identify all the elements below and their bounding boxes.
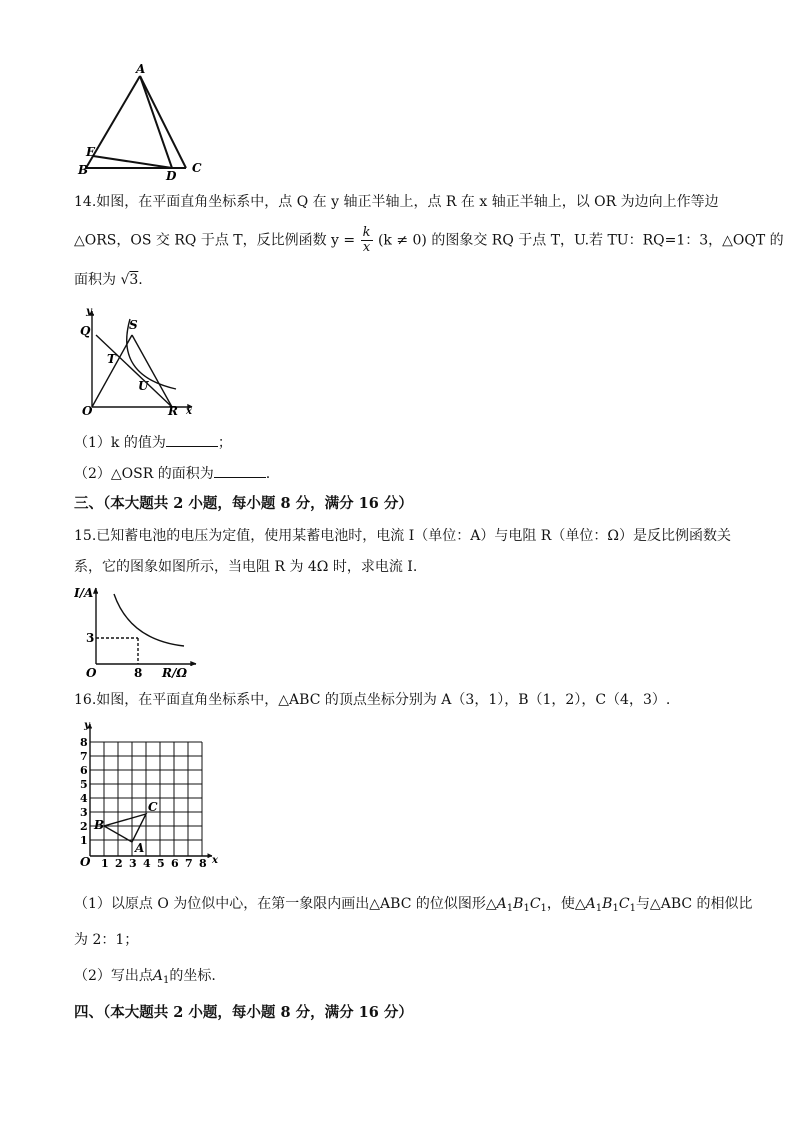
axis-y-label: y [86, 306, 92, 317]
answer-blank-2[interactable] [214, 463, 266, 478]
q14-sub1-end: ； [217, 435, 232, 451]
axis-R-label: R/Ω [162, 666, 188, 680]
q14-line1: 14.如图，在平面直角坐标系中，点 Q 在 y 轴正半轴上，点 R 在 x 轴正半轴上，以 OR 为边向上作等边 [74, 194, 719, 210]
q16-sub2-b: 的坐标. [169, 968, 216, 984]
triangle-figure-q13 [74, 62, 214, 182]
y-tick: 5 [80, 778, 88, 791]
label-U: U [138, 379, 149, 393]
tri-label: △A [485, 896, 507, 912]
inverse-proportion-graph-q15 [74, 584, 204, 680]
label-E: E [86, 145, 96, 159]
q16-sub1 [74, 894, 753, 919]
x-tick: 4 [143, 857, 151, 870]
q15-line1: 15.已知蓄电池的电压为定值，使用某蓄电池时，电流 I（单位：A）与电阻 R（单位：Ω）是反比例函数关 [74, 528, 731, 544]
q14-line2 [74, 226, 784, 255]
label-A: A [135, 841, 145, 855]
q14-sub2 [74, 463, 270, 484]
label-S: S [129, 318, 138, 332]
sqrt-value: 3 [129, 272, 139, 288]
axis-x-label: x [186, 406, 192, 417]
label-C: C [192, 161, 202, 175]
q16-sub1-b: ，使 [546, 896, 575, 912]
q16-sub2 [74, 966, 216, 991]
frac-denominator: x [362, 240, 371, 255]
label-A: A [136, 62, 146, 76]
q14-line2-a: △ORS，OS 交 RQ 于点 T，反比例函数 y = [74, 232, 356, 249]
triangle-A1B1C1-2: $\triangle A_1B_1C_1$ [574, 896, 636, 914]
q16-line1: 16.如图，在平面直角坐标系中，△ABC 的顶点坐标分别为 A（3，1），B（1，2），C（4，3）. [74, 692, 671, 708]
label-O: O [86, 666, 97, 680]
x-tick: 2 [115, 857, 123, 870]
point-A1: $A_1$ [152, 968, 170, 986]
q14-line2-b: (k ≠ 0) 的图象交 RQ 于点 T，U.若 TU：RQ=1：3，△OQT 的 [377, 232, 784, 249]
triangle-A1B1C1: $\triangle A_1B_1C_1$ [485, 896, 547, 914]
answer-blank-1[interactable] [166, 432, 218, 447]
tri-label: △A [574, 896, 596, 912]
section-4-heading: 四、（本大题共 2 小题，每小题 8 分，满分 16 分） [74, 1004, 413, 1021]
y-tick: 4 [80, 792, 88, 805]
x-tick: 1 [101, 857, 109, 870]
tick-3: 3 [86, 631, 95, 645]
q14-sub1-text: （1）k 的值为 [74, 435, 166, 451]
label-T: T [107, 352, 116, 366]
q14-line3-text: 面积为 [74, 272, 116, 288]
label-B: B [94, 818, 105, 832]
grid-lines [90, 724, 212, 856]
q14-sub2-end: . [265, 466, 271, 482]
q14-line3-end: . [138, 272, 143, 288]
label-Q: Q [80, 324, 91, 338]
y-tick: 3 [80, 806, 88, 819]
label-O: O [82, 404, 93, 418]
x-tick: 6 [171, 857, 179, 870]
label-B: B [78, 163, 89, 177]
fraction-k-over-x [361, 226, 373, 255]
q16-sub2-a: （2）写出点 [74, 968, 153, 984]
y-tick: 2 [80, 820, 88, 833]
q15-line2: 系，它的图象如图所示，当电阻 R 为 4Ω 时，求电流 I. [74, 559, 418, 575]
x-tick: 3 [129, 857, 137, 870]
q14-sub1 [74, 432, 232, 453]
y-tick: 8 [80, 736, 88, 749]
y-tick: 1 [80, 834, 88, 847]
label-O: O [80, 855, 91, 869]
tick-8: 8 [134, 666, 143, 680]
y-tick: 7 [80, 750, 88, 763]
x-tick: 7 [185, 857, 193, 870]
label-R: R [168, 404, 178, 418]
y-tick-labels [80, 736, 88, 847]
axis-x-label: x [212, 855, 218, 866]
x-tick: 8 [199, 857, 207, 870]
sqrt-symbol: √3 [120, 272, 139, 288]
axis-y-label: y [84, 720, 90, 731]
grid-figure-q16 [74, 718, 234, 872]
point-label: A [152, 968, 164, 984]
x-tick: 5 [157, 857, 165, 870]
q14-sub2-text: （2）△OSR 的面积为 [74, 466, 214, 482]
y-tick: 6 [80, 764, 88, 777]
label-D: D [166, 169, 177, 182]
triangle-ABC [104, 814, 146, 842]
q16-sub1-a: （1）以原点 O 为位似中心，在第一象限内画出△ABC 的位似图形 [74, 896, 486, 912]
frac-numerator: k [362, 225, 371, 240]
axis-I-label: I/A [74, 586, 94, 600]
label-C: C [148, 800, 158, 814]
q14-line3 [74, 270, 143, 290]
section-3-heading: 三、（本大题共 2 小题，每小题 8 分，满分 16 分） [74, 495, 413, 512]
coordinate-figure-q14 [74, 305, 204, 420]
q16-sub1-c: 与△ABC 的相似比 [635, 896, 753, 912]
x-tick-labels [101, 857, 207, 870]
q16-sub1-line2: 为 2：1； [74, 932, 139, 948]
